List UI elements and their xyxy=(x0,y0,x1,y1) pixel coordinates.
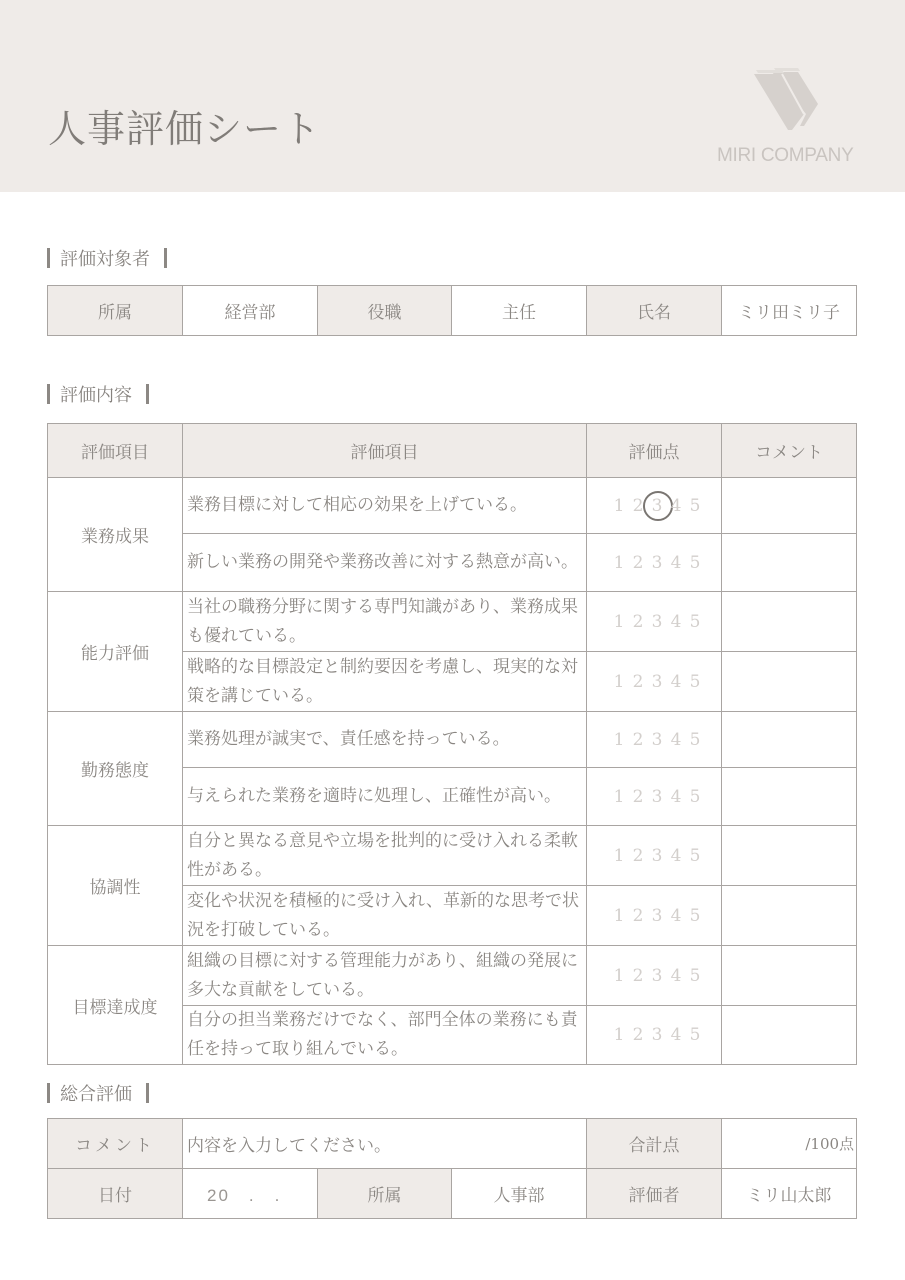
column-header-score: 評価点 xyxy=(587,424,722,478)
total-label: 合計点 xyxy=(587,1119,722,1169)
category-cell: 能力評価 xyxy=(48,592,183,712)
score-option-4[interactable]: 4 xyxy=(670,845,682,866)
subject-table xyxy=(47,285,857,336)
score-selector xyxy=(587,478,722,534)
item-description: 自分の担当業務だけでなく、部門全体の業務にも責任を持って取り組んでいる。 xyxy=(183,1006,587,1065)
score-option-1[interactable]: 1 xyxy=(613,552,625,573)
section-bar-left xyxy=(47,248,50,268)
name-value[interactable]: ミリ田ミリ子 xyxy=(722,286,857,336)
score-option-4[interactable]: 4 xyxy=(670,786,682,807)
evaluation-row xyxy=(48,592,857,652)
score-option-3[interactable]: 3 xyxy=(651,905,663,926)
department-label: 所属 xyxy=(48,286,183,336)
summary-comment-label: コメント xyxy=(48,1119,183,1169)
section-bar-right xyxy=(146,1083,149,1103)
score-option-4[interactable]: 4 xyxy=(670,965,682,986)
score-selector xyxy=(587,712,722,768)
score-option-1[interactable]: 1 xyxy=(613,729,625,750)
item-description: 業務処理が誠実で、責任感を持っている。 xyxy=(183,712,587,768)
score-option-5[interactable]: 5 xyxy=(689,1025,701,1045)
evaluation-row xyxy=(48,826,857,886)
score-option-1[interactable]: 1 xyxy=(613,845,625,866)
category-cell: 勤務態度 xyxy=(48,712,183,826)
score-selector xyxy=(587,652,722,712)
score-selector xyxy=(587,534,722,592)
score-selector xyxy=(587,946,722,1006)
comment-cell[interactable] xyxy=(722,826,857,886)
stacked-chevron-logo-icon xyxy=(752,68,822,134)
score-option-1[interactable]: 1 xyxy=(613,1025,625,1045)
score-option-5[interactable]: 5 xyxy=(689,786,701,807)
score-option-1[interactable]: 1 xyxy=(613,965,625,986)
score-option-1[interactable]: 1 xyxy=(613,611,625,632)
item-description: 当社の職務分野に関する専門知識があり、業務成果も優れている。 xyxy=(183,592,587,652)
item-description: 変化や状況を積極的に受け入れ、革新的な思考で状況を打破している。 xyxy=(183,886,587,946)
comment-cell[interactable] xyxy=(722,946,857,1006)
evaluation-table xyxy=(47,423,857,1065)
score-selector xyxy=(587,592,722,652)
score-selector xyxy=(587,826,722,886)
score-option-3[interactable]: 3 xyxy=(651,611,663,632)
column-header-comment: コメント xyxy=(722,424,857,478)
column-header-item: 評価項目 xyxy=(183,424,587,478)
score-option-3[interactable]: 3 xyxy=(651,965,663,986)
score-option-4[interactable]: 4 xyxy=(670,671,682,692)
score-option-1[interactable]: 1 xyxy=(613,786,625,807)
department-value[interactable]: 経営部 xyxy=(183,286,318,336)
category-cell: 目標達成度 xyxy=(48,946,183,1065)
score-option-3[interactable]: 3 xyxy=(651,729,663,750)
score-option-5[interactable]: 5 xyxy=(689,552,701,573)
summary-comment-input[interactable]: 内容を入力してください。 xyxy=(183,1119,587,1169)
company-name: MIRI COMPANY xyxy=(717,145,854,166)
comment-cell[interactable] xyxy=(722,768,857,826)
score-option-3[interactable]: 3 xyxy=(651,552,663,573)
header-band xyxy=(0,0,905,192)
evaluator-department-value[interactable]: 人事部 xyxy=(452,1169,587,1219)
section-bar-left xyxy=(47,1083,50,1103)
evaluator-value[interactable]: ミリ山太郎 xyxy=(722,1169,857,1219)
evaluator-department-label: 所属 xyxy=(318,1169,452,1219)
score-option-2[interactable]: 2 xyxy=(632,671,644,692)
section-bar-right xyxy=(164,248,167,268)
section-title-subject: 評価対象者 xyxy=(47,245,167,271)
score-option-5[interactable]: 5 xyxy=(689,671,701,692)
score-option-5[interactable]: 5 xyxy=(689,495,701,516)
score-selector xyxy=(587,886,722,946)
score-option-5[interactable]: 5 xyxy=(689,729,701,750)
score-option-4[interactable]: 4 xyxy=(670,905,682,926)
evaluator-label: 評価者 xyxy=(587,1169,722,1219)
score-option-5[interactable]: 5 xyxy=(689,611,701,632)
score-option-3[interactable]: 3 xyxy=(651,786,663,807)
score-option-2[interactable]: 2 xyxy=(632,611,644,632)
section-bar-left xyxy=(47,384,50,404)
score-option-4[interactable]: 4 xyxy=(670,552,682,573)
item-description: 業務目標に対して相応の効果を上げている。 xyxy=(183,478,587,534)
comment-cell[interactable] xyxy=(722,652,857,712)
date-value[interactable]: 20 . . xyxy=(183,1169,318,1219)
score-option-2[interactable]: 2 xyxy=(632,552,644,573)
score-option-2[interactable]: 2 xyxy=(632,965,644,986)
score-option-5[interactable]: 5 xyxy=(689,965,701,986)
position-value[interactable]: 主任 xyxy=(452,286,587,336)
score-option-4[interactable]: 4 xyxy=(670,611,682,632)
comment-cell[interactable] xyxy=(722,712,857,768)
score-option-4[interactable]: 4 xyxy=(670,729,682,750)
score-option-2[interactable]: 2 xyxy=(632,845,644,866)
summary-table xyxy=(47,1118,857,1219)
score-option-5[interactable]: 5 xyxy=(689,845,701,866)
name-label: 氏名 xyxy=(587,286,722,336)
score-option-2[interactable]: 2 xyxy=(632,729,644,750)
score-selector xyxy=(587,1006,722,1065)
category-cell: 協調性 xyxy=(48,826,183,946)
score-option-2[interactable]: 2 xyxy=(632,905,644,926)
score-option-2[interactable]: 2 xyxy=(632,495,644,516)
score-option-4[interactable]: 4 xyxy=(670,1025,682,1045)
position-label: 役職 xyxy=(318,286,452,336)
score-option-4[interactable]: 4 xyxy=(670,495,682,516)
comment-cell[interactable] xyxy=(722,534,857,592)
score-option-3[interactable]: 3 xyxy=(651,1025,663,1045)
section-title-summary: 総合評価 xyxy=(47,1080,149,1106)
score-option-2[interactable]: 2 xyxy=(632,1025,644,1045)
item-description: 組織の目標に対する管理能力があり、組織の発展に多大な貢献をしている。 xyxy=(183,946,587,1006)
score-option-1[interactable]: 1 xyxy=(613,671,625,692)
item-description: 与えられた業務を適時に処理し、正確性が高い。 xyxy=(183,768,587,826)
score-option-1[interactable]: 1 xyxy=(613,905,625,926)
item-description: 自分と異なる意見や立場を批判的に受け入れる柔軟性がある。 xyxy=(183,826,587,886)
comment-cell[interactable] xyxy=(722,478,857,534)
page-title: 人事評価シート xyxy=(48,107,322,151)
item-description: 新しい業務の開発や業務改善に対する熱意が高い。 xyxy=(183,534,587,592)
evaluation-row xyxy=(48,946,857,1006)
comment-cell[interactable] xyxy=(722,592,857,652)
section-title-evaluation: 評価内容 xyxy=(47,381,149,407)
evaluation-row xyxy=(48,712,857,768)
score-option-5[interactable]: 5 xyxy=(689,905,701,926)
score-option-3[interactable]: 3 xyxy=(651,495,663,516)
section-bar-right xyxy=(146,384,149,404)
comment-cell[interactable] xyxy=(722,1006,857,1065)
score-option-2[interactable]: 2 xyxy=(632,786,644,807)
evaluation-row xyxy=(48,478,857,534)
item-description: 戦略的な目標設定と制約要因を考慮し、現実的な対策を講じている。 xyxy=(183,652,587,712)
score-option-1[interactable]: 1 xyxy=(613,495,625,516)
category-cell: 業務成果 xyxy=(48,478,183,592)
score-option-3[interactable]: 3 xyxy=(651,845,663,866)
score-option-3[interactable]: 3 xyxy=(651,671,663,692)
date-label: 日付 xyxy=(48,1169,183,1219)
column-header-category: 評価項目 xyxy=(48,424,183,478)
company-logo xyxy=(714,68,864,178)
total-value[interactable]: /100点 xyxy=(722,1119,857,1169)
comment-cell[interactable] xyxy=(722,886,857,946)
score-selector xyxy=(587,768,722,826)
